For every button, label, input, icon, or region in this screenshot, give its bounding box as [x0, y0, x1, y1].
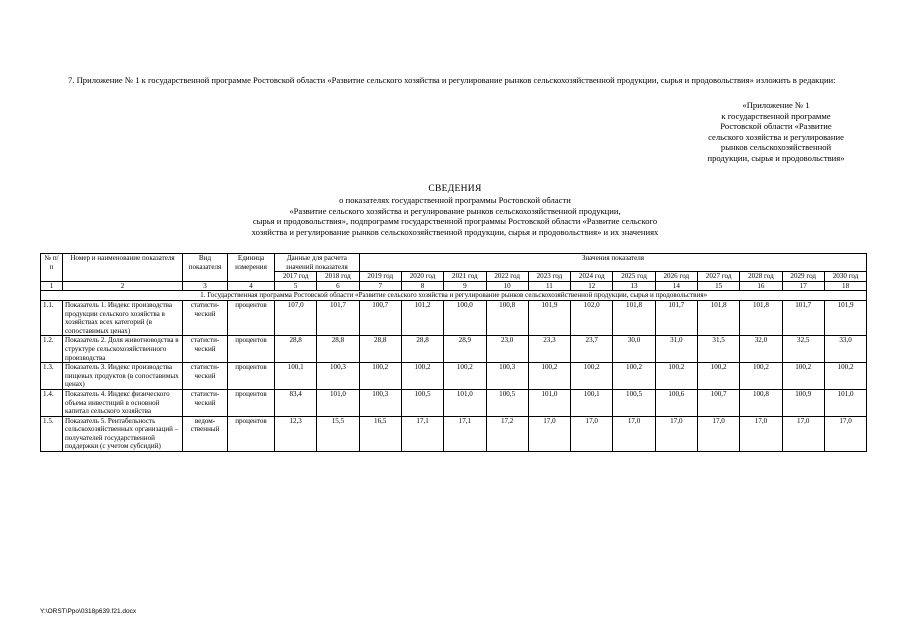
- indicator-value: 100,3: [486, 363, 528, 390]
- intro-paragraph: 7. Приложение № 1 к государственной программе Ростовской области «Развитие сельского хозяйства и регулирование рынков сельскохозяйственной продукции, сырья и продовольствия» изложить в редакции:: [68, 74, 836, 85]
- appendix-line: продукции, сырья и продовольствия»: [707, 152, 845, 163]
- column-number: 11: [528, 281, 570, 291]
- indicator-unit: процентов: [228, 336, 275, 363]
- header-year: 2017 год: [275, 272, 317, 282]
- indicator-value: 101,8: [740, 300, 782, 335]
- indicator-type: статисти-ческий: [183, 300, 228, 335]
- indicator-value: 100,9: [782, 389, 824, 416]
- header-year: 2021 год: [444, 272, 486, 282]
- file-path-footer: Y:\ORST\Ppo\0318p639.f21.docx: [40, 608, 137, 615]
- indicator-name: Показатель 3. Индекс производства пищевых продуктов (в сопоставимых ценах): [63, 363, 183, 390]
- indicator-name: Показатель 2. Доля животноводства в структуре сельскохозяйственного производства: [63, 336, 183, 363]
- indicator-value: 17,0: [697, 416, 739, 451]
- indicator-value: 17,2: [486, 416, 528, 451]
- column-number: 8: [401, 281, 443, 291]
- title-line: хозяйства и регулирование рынков сельскохозяйственной продукции, сырья и продовольствия» и их значениях: [251, 227, 659, 238]
- column-number: 16: [740, 281, 782, 291]
- indicator-value: 100,2: [528, 363, 570, 390]
- indicator-name: Показатель 5. Рентабельность сельскохозяйственных организаций – получателей государственной поддержки (с учетом субсидий): [63, 416, 183, 451]
- indicator-unit: процентов: [228, 389, 275, 416]
- indicator-value: 101,9: [824, 300, 866, 335]
- column-number: 2: [63, 281, 183, 291]
- indicator-value: 100,7: [359, 300, 401, 335]
- indicator-value: 102,0: [571, 300, 613, 335]
- table-row: [41, 416, 867, 451]
- column-number: 14: [655, 281, 697, 291]
- indicator-value: 101,7: [317, 300, 359, 335]
- header-type: Вид показателя: [183, 254, 228, 282]
- indicator-value: 32,0: [740, 336, 782, 363]
- indicator-unit: процентов: [228, 416, 275, 451]
- indicator-value: 100,2: [740, 363, 782, 390]
- indicator-value: 100,1: [571, 389, 613, 416]
- indicator-value: 28,8: [275, 336, 317, 363]
- indicator-value: 28,9: [444, 336, 486, 363]
- indicator-value: 100,0: [444, 300, 486, 335]
- indicator-value: 100,2: [359, 363, 401, 390]
- indicator-value: 100,2: [655, 363, 697, 390]
- column-number: 7: [359, 281, 401, 291]
- indicator-value: 12,3: [275, 416, 317, 451]
- title-line: о показателях государственной программы Ростовской области: [339, 194, 571, 205]
- row-number: 1.5.: [41, 416, 63, 451]
- header-year: 2022 год: [486, 272, 528, 282]
- indicator-type: статисти-ческий: [183, 389, 228, 416]
- header-unit: Единица измерения: [228, 254, 275, 282]
- indicator-type: статисти-ческий: [183, 336, 228, 363]
- indicator-value: 101,0: [824, 389, 866, 416]
- column-number: 17: [782, 281, 824, 291]
- header-year: 2028 год: [740, 272, 782, 282]
- indicator-value: 28,8: [359, 336, 401, 363]
- header-year: 2029 год: [782, 272, 824, 282]
- indicator-value: 100,5: [401, 389, 443, 416]
- indicator-value: 28,8: [317, 336, 359, 363]
- indicator-value: 100,8: [740, 389, 782, 416]
- indicator-value: 100,3: [317, 363, 359, 390]
- header-no: № п/п: [41, 254, 63, 282]
- indicator-value: 17,0: [824, 416, 866, 451]
- indicator-value: 100,2: [697, 363, 739, 390]
- indicator-value: 100,2: [824, 363, 866, 390]
- indicator-value: 100,2: [444, 363, 486, 390]
- indicator-value: 100,1: [275, 363, 317, 390]
- column-number: 18: [824, 281, 866, 291]
- section-title: 1. Государственная программа Ростовской области «Развитие сельского хозяйства и регулирование рынков сельскохозяйственной продукции, сырья и продовольствия»: [41, 291, 867, 301]
- indicator-value: 23,3: [528, 336, 570, 363]
- table-header-row: [41, 254, 867, 272]
- header-year: 2023 год: [528, 272, 570, 282]
- indicator-value: 101,8: [613, 300, 655, 335]
- indicator-value: 23,0: [486, 336, 528, 363]
- title-line: сырья и продовольствия», подпрограмм государственной программы Ростовской области «Развитие сельского: [252, 216, 658, 227]
- indicator-value: 15,5: [317, 416, 359, 451]
- row-number: 1.3.: [41, 363, 63, 390]
- column-number: 15: [697, 281, 739, 291]
- row-number: 1.2.: [41, 336, 63, 363]
- indicator-value: 28,8: [401, 336, 443, 363]
- indicator-value: 100,7: [697, 389, 739, 416]
- header-year: 2026 год: [655, 272, 697, 282]
- header-year: 2025 год: [613, 272, 655, 282]
- column-number: 3: [183, 281, 228, 291]
- indicator-value: 100,5: [486, 389, 528, 416]
- header-name: Номер и наименование показателя: [63, 254, 183, 282]
- indicator-value: 100,8: [486, 300, 528, 335]
- appendix-line: сельского хозяйства и регулирование: [708, 131, 844, 142]
- indicator-name: Показатель 1. Индекс производства продукции сельского хозяйства в хозяйствах всех категорий (в сопоставимых ценах): [63, 300, 183, 335]
- column-number: 13: [613, 281, 655, 291]
- header-year: 2024 год: [571, 272, 613, 282]
- indicator-value: 17,1: [444, 416, 486, 451]
- indicator-type: ведом-ственный: [183, 416, 228, 451]
- indicator-value: 101,8: [697, 300, 739, 335]
- indicator-value: 100,2: [401, 363, 443, 390]
- indicator-unit: процентов: [228, 300, 275, 335]
- indicator-name: Показатель 4. Индекс физического объема инвестиций в основной капитал сельского хозяйства: [63, 389, 183, 416]
- indicator-value: 101,0: [528, 389, 570, 416]
- row-number: 1.4.: [41, 389, 63, 416]
- column-number: 9: [444, 281, 486, 291]
- indicator-value: 83,4: [275, 389, 317, 416]
- indicator-value: 101,7: [782, 300, 824, 335]
- indicator-value: 100,5: [613, 389, 655, 416]
- appendix-line: к государственной программе: [721, 110, 831, 121]
- indicator-value: 17,0: [613, 416, 655, 451]
- indicator-value: 101,0: [444, 389, 486, 416]
- table-row: [41, 363, 867, 390]
- indicator-value: 33,0: [824, 336, 866, 363]
- indicator-type: статисти-ческий: [183, 363, 228, 390]
- header-year: 2027 год: [697, 272, 739, 282]
- title-line: «Развитие сельского хозяйства и регулирование рынков сельскохозяйственной продукции,: [289, 205, 621, 216]
- indicator-value: 32,5: [782, 336, 824, 363]
- indicator-value: 17,0: [571, 416, 613, 451]
- column-number: 5: [275, 281, 317, 291]
- appendix-reference: [686, 100, 866, 163]
- column-number: 12: [571, 281, 613, 291]
- indicator-value: 17,0: [782, 416, 824, 451]
- indicator-value: 100,2: [613, 363, 655, 390]
- header-base: Данные для расчета значений показателя: [275, 254, 360, 272]
- table-row: [41, 300, 867, 335]
- table-row: [41, 336, 867, 363]
- indicator-value: 100,3: [359, 389, 401, 416]
- indicator-value: 31,5: [697, 336, 739, 363]
- indicator-unit: процентов: [228, 363, 275, 390]
- document-title: [160, 184, 750, 238]
- indicator-value: 100,6: [655, 389, 697, 416]
- header-year: 2020 год: [401, 272, 443, 282]
- indicator-value: 101,9: [528, 300, 570, 335]
- title-subtitle: [160, 195, 750, 238]
- row-number: 1.1.: [41, 300, 63, 335]
- appendix-line: Ростовской области «Развитие: [720, 121, 832, 131]
- appendix-line: «Приложение № 1: [742, 100, 810, 110]
- header-values: Значения показателя: [359, 254, 867, 272]
- indicators-table: [40, 253, 867, 452]
- header-year: 2030 год: [824, 272, 866, 282]
- title-heading: СВЕДЕНИЯ: [428, 184, 482, 194]
- table-column-numbers-row: [41, 281, 867, 291]
- indicator-value: 101,7: [655, 300, 697, 335]
- indicator-value: 23,7: [571, 336, 613, 363]
- indicator-value: 31,0: [655, 336, 697, 363]
- indicator-value: 101,2: [401, 300, 443, 335]
- column-number: 4: [228, 281, 275, 291]
- column-number: 1: [41, 281, 63, 291]
- indicator-value: 17,0: [655, 416, 697, 451]
- column-number: 10: [486, 281, 528, 291]
- indicator-value: 107,0: [275, 300, 317, 335]
- header-year: 2018 год: [317, 272, 359, 282]
- indicator-value: 17,0: [528, 416, 570, 451]
- header-year: 2019 год: [359, 272, 401, 282]
- indicator-value: 17,0: [740, 416, 782, 451]
- column-number: 6: [317, 281, 359, 291]
- indicator-value: 101,0: [317, 389, 359, 416]
- indicator-value: 30,0: [613, 336, 655, 363]
- indicator-value: 17,1: [401, 416, 443, 451]
- indicator-value: 100,2: [782, 363, 824, 390]
- indicator-value: 16,5: [359, 416, 401, 451]
- table-row: [41, 389, 867, 416]
- appendix-line: рынков сельскохозяйственной: [720, 142, 832, 152]
- table-section-row: [41, 291, 867, 301]
- indicator-value: 100,2: [571, 363, 613, 390]
